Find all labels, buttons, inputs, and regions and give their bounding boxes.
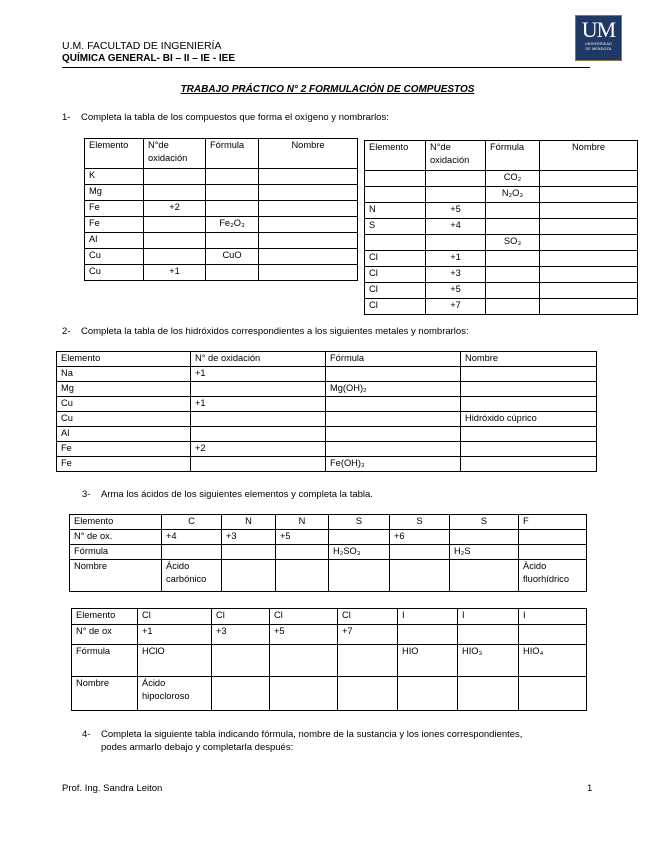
table-cell: Mg — [57, 382, 191, 397]
table-cell[interactable] — [206, 265, 259, 281]
table-cell: N° de ox — [72, 625, 138, 645]
table-cell[interactable] — [144, 217, 206, 233]
table-cell: Elemento — [72, 609, 138, 625]
table-header-row — [57, 352, 597, 367]
table-cell[interactable] — [329, 530, 390, 545]
table-row — [57, 382, 597, 397]
table-cell[interactable] — [326, 412, 461, 427]
table-row — [365, 251, 638, 267]
table-row — [57, 412, 597, 427]
table-cell[interactable] — [162, 545, 222, 560]
table-cell[interactable] — [259, 233, 358, 249]
table-cell[interactable] — [398, 677, 458, 711]
table-cell[interactable]: +2 — [144, 201, 206, 217]
table-row — [365, 203, 638, 219]
table-row — [57, 397, 597, 412]
table-cell: Nombre — [259, 139, 358, 169]
table-header-row — [72, 609, 587, 625]
table-row — [57, 442, 597, 457]
table-oxides-nonmetals — [364, 140, 638, 315]
table-header-row — [365, 141, 638, 171]
table-cell: N — [222, 515, 276, 530]
table-cell[interactable]: +5 — [426, 203, 486, 219]
table-cell[interactable]: Ácido hipocloroso — [138, 677, 212, 711]
table-cell[interactable] — [461, 367, 597, 382]
table-cell[interactable] — [329, 560, 390, 592]
table-row — [57, 427, 597, 442]
table-cell: Cl — [212, 609, 270, 625]
header-course: QUÍMICA GENERAL- BI – II – IE - IEE — [62, 53, 235, 64]
table-oxides-metals — [84, 138, 358, 281]
table-hydroxides — [56, 351, 597, 472]
table-cell[interactable]: +1 — [138, 625, 212, 645]
table-cell: S — [329, 515, 390, 530]
table-cell[interactable] — [461, 457, 597, 472]
table-cell[interactable]: HClO — [138, 645, 212, 677]
table-cell: Fórmula — [206, 139, 259, 169]
question-4: 4- Completa la siguiente tabla indicando fórmula, nombre de la sustancia y los iones correspondientes, podes armarlo debajo y completarla después: — [82, 729, 523, 753]
table-cell: N — [365, 203, 426, 219]
table-cell[interactable] — [222, 560, 276, 592]
table-cell[interactable] — [270, 677, 338, 711]
table-cell: Fórmula — [326, 352, 461, 367]
table-cell[interactable] — [398, 625, 458, 645]
table-cell[interactable] — [259, 201, 358, 217]
table-cell[interactable] — [540, 299, 638, 315]
table-cell[interactable]: HIO — [398, 645, 458, 677]
table-cell: Elemento — [365, 141, 426, 171]
table-row — [365, 299, 638, 315]
table-acids-b — [71, 608, 587, 711]
table-row — [365, 187, 638, 203]
question-2: 2- Completa la tabla de los hidróxidos correspondientes a los siguientes metales y nombrarlos: — [62, 326, 469, 337]
table-cell[interactable] — [486, 267, 540, 283]
table-cell[interactable] — [486, 283, 540, 299]
table-cell[interactable] — [519, 625, 587, 645]
table-row — [85, 233, 358, 249]
table-cell[interactable]: Hidróxido cúprico — [461, 412, 597, 427]
question-3: 3- Arma los ácidos de los siguientes elementos y completa la tabla. — [82, 489, 373, 500]
table-row — [57, 367, 597, 382]
table-cell[interactable]: +3 — [212, 625, 270, 645]
table-cell[interactable] — [338, 645, 398, 677]
table-cell[interactable]: +4 — [162, 530, 222, 545]
table-cell[interactable] — [259, 249, 358, 265]
table-cell[interactable] — [191, 382, 326, 397]
table-cell[interactable]: +5 — [426, 283, 486, 299]
table-cell[interactable] — [270, 645, 338, 677]
table-cell: Fe — [57, 442, 191, 457]
table-cell[interactable] — [390, 560, 450, 592]
table-cell[interactable]: CuO — [206, 249, 259, 265]
table-cell: N°de oxidación — [426, 141, 486, 171]
question-1: 1- Completa la tabla de los compuestos que forma el oxígeno y nombrarlos: — [62, 112, 389, 123]
table-cell[interactable]: +7 — [426, 299, 486, 315]
table-cell: Cl — [338, 609, 398, 625]
table-cell[interactable]: Ácido carbónico — [162, 560, 222, 592]
table-cell: Cu — [57, 397, 191, 412]
table-cell[interactable] — [191, 412, 326, 427]
table-cell[interactable]: +5 — [270, 625, 338, 645]
table-cell[interactable]: H₂S — [450, 545, 519, 560]
table-cell[interactable]: +3 — [222, 530, 276, 545]
table-cell[interactable]: +2 — [191, 442, 326, 457]
table-cell[interactable]: +1 — [144, 265, 206, 281]
table-cell[interactable] — [540, 187, 638, 203]
table-cell[interactable] — [519, 677, 587, 711]
table-cell: Cu — [85, 249, 144, 265]
table-cell[interactable] — [458, 677, 519, 711]
table-cell[interactable] — [212, 645, 270, 677]
table-row — [85, 185, 358, 201]
table-cell[interactable] — [259, 185, 358, 201]
table-cell[interactable] — [461, 442, 597, 457]
table-cell — [365, 235, 426, 251]
table-cell: N°de oxidación — [144, 139, 206, 169]
table-cell: Cu — [85, 265, 144, 281]
table-cell: S — [390, 515, 450, 530]
table-cell: Fórmula — [72, 645, 138, 677]
table-cell[interactable] — [259, 217, 358, 233]
table-cell: Elemento — [70, 515, 162, 530]
table-cell[interactable]: N₂O₃ — [486, 187, 540, 203]
table-row — [85, 169, 358, 185]
table-cell[interactable] — [326, 442, 461, 457]
table-cell: Fe — [85, 201, 144, 217]
table-cell[interactable] — [540, 283, 638, 299]
table-cell: F — [519, 515, 587, 530]
table-cell[interactable] — [540, 267, 638, 283]
table-cell[interactable] — [144, 249, 206, 265]
table-cell[interactable] — [519, 545, 587, 560]
table-cell[interactable] — [461, 427, 597, 442]
table-cell[interactable]: +6 — [390, 530, 450, 545]
table-acids-a — [69, 514, 587, 592]
table-cell[interactable]: +4 — [426, 219, 486, 235]
table-cell[interactable]: Ácido fluorhídrico — [519, 560, 587, 592]
table-cell[interactable] — [486, 219, 540, 235]
table-row — [365, 235, 638, 251]
table-cell[interactable]: CO₂ — [486, 171, 540, 187]
table-cell: Nombre — [540, 141, 638, 171]
table-cell[interactable]: +7 — [338, 625, 398, 645]
table-header-row — [70, 515, 587, 530]
table-cell — [365, 171, 426, 187]
table-cell[interactable] — [206, 201, 259, 217]
table-header-row — [85, 139, 358, 169]
table-cell: I — [398, 609, 458, 625]
table-row — [72, 625, 587, 645]
table-cell: Elemento — [85, 139, 144, 169]
table-cell: Mg — [85, 185, 144, 201]
table-cell[interactable] — [458, 625, 519, 645]
table-cell[interactable]: SO₃ — [486, 235, 540, 251]
table-row — [70, 530, 587, 545]
table-cell: Fórmula — [70, 545, 162, 560]
table-cell: Nombre — [72, 677, 138, 711]
table-row — [70, 560, 587, 592]
table-cell[interactable] — [540, 203, 638, 219]
table-cell[interactable]: Fe(OH)₃ — [326, 457, 461, 472]
table-cell[interactable] — [540, 219, 638, 235]
table-cell: Cl — [270, 609, 338, 625]
table-cell: Nombre — [461, 352, 597, 367]
footer-author: Prof. Ing. Sandra Leiton — [62, 783, 163, 794]
header-faculty: U.M. FACULTAD DE INGENIERÍA — [62, 40, 222, 52]
header-divider — [62, 67, 590, 68]
table-cell[interactable] — [191, 427, 326, 442]
table-cell[interactable] — [206, 185, 259, 201]
table-cell[interactable] — [450, 560, 519, 592]
table-row — [72, 645, 587, 677]
page-number: 1 — [587, 783, 593, 794]
table-row — [85, 265, 358, 281]
table-row — [365, 219, 638, 235]
table-cell[interactable] — [222, 545, 276, 560]
table-cell[interactable]: +5 — [276, 530, 329, 545]
table-cell[interactable] — [486, 203, 540, 219]
table-cell: Al — [57, 427, 191, 442]
table-cell[interactable] — [461, 397, 597, 412]
table-cell[interactable] — [461, 382, 597, 397]
table-cell[interactable] — [426, 187, 486, 203]
table-cell[interactable] — [486, 299, 540, 315]
table-cell: Cu — [57, 412, 191, 427]
table-cell[interactable] — [144, 169, 206, 185]
table-row — [85, 249, 358, 265]
table-cell[interactable]: H₂SO₃ — [329, 545, 390, 560]
table-cell: Cl — [365, 267, 426, 283]
table-cell — [365, 187, 426, 203]
table-cell: C — [162, 515, 222, 530]
table-cell[interactable] — [206, 233, 259, 249]
table-cell[interactable]: Fe₂O₃ — [206, 217, 259, 233]
table-cell[interactable] — [540, 171, 638, 187]
table-cell: Fe — [85, 217, 144, 233]
table-row — [85, 217, 358, 233]
table-cell[interactable] — [206, 169, 259, 185]
table-cell: Cl — [138, 609, 212, 625]
table-cell: N° de ox. — [70, 530, 162, 545]
university-logo: UM UNIVERSIDAD DE MENDOZA — [575, 15, 622, 61]
table-cell: Cl — [365, 299, 426, 315]
table-cell: S — [365, 219, 426, 235]
table-cell[interactable] — [212, 677, 270, 711]
table-cell[interactable] — [276, 560, 329, 592]
table-cell[interactable]: Mg(OH)₂ — [326, 382, 461, 397]
table-cell[interactable]: +1 — [426, 251, 486, 267]
table-cell[interactable] — [450, 530, 519, 545]
table-cell: Na — [57, 367, 191, 382]
table-row — [70, 545, 587, 560]
table-cell[interactable] — [426, 235, 486, 251]
table-cell[interactable] — [144, 233, 206, 249]
table-cell: Nombre — [70, 560, 162, 592]
table-cell[interactable]: +3 — [426, 267, 486, 283]
table-cell: Elemento — [57, 352, 191, 367]
table-cell: Fórmula — [486, 141, 540, 171]
table-cell[interactable]: HIO₃ — [458, 645, 519, 677]
table-cell: S — [450, 515, 519, 530]
table-row — [365, 267, 638, 283]
table-cell[interactable] — [486, 251, 540, 267]
table-row — [365, 283, 638, 299]
table-cell[interactable] — [191, 457, 326, 472]
table-row — [365, 171, 638, 187]
table-cell[interactable] — [426, 171, 486, 187]
table-cell[interactable] — [259, 265, 358, 281]
table-row — [85, 201, 358, 217]
table-cell: N° de oxidación — [191, 352, 326, 367]
table-row — [72, 677, 587, 711]
table-cell: K — [85, 169, 144, 185]
table-cell: Cl — [365, 251, 426, 267]
table-cell[interactable] — [519, 530, 587, 545]
table-cell: I — [519, 609, 587, 625]
page-title: TRABAJO PRÁCTICO N° 2 FORMULACIÓN DE COMPUESTOS — [180, 84, 475, 95]
table-cell[interactable] — [338, 677, 398, 711]
table-cell[interactable] — [326, 427, 461, 442]
table-cell: Fe — [57, 457, 191, 472]
table-cell[interactable] — [540, 251, 638, 267]
table-cell[interactable]: +1 — [191, 367, 326, 382]
table-cell: Al — [85, 233, 144, 249]
table-cell[interactable] — [326, 397, 461, 412]
table-cell[interactable] — [259, 169, 358, 185]
table-row — [57, 457, 597, 472]
table-cell[interactable] — [326, 367, 461, 382]
table-cell: I — [458, 609, 519, 625]
table-cell[interactable] — [276, 545, 329, 560]
table-cell[interactable] — [144, 185, 206, 201]
table-cell: N — [276, 515, 329, 530]
table-cell[interactable] — [540, 235, 638, 251]
table-cell[interactable]: +1 — [191, 397, 326, 412]
table-cell: Cl — [365, 283, 426, 299]
table-cell[interactable] — [390, 545, 450, 560]
table-cell[interactable]: HIO₄ — [519, 645, 587, 677]
